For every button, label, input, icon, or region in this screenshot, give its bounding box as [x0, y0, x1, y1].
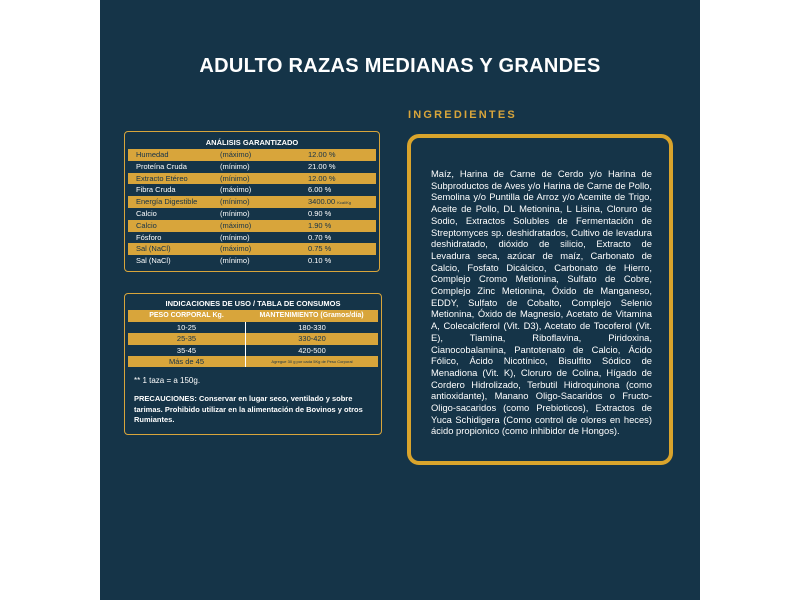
nutrient-name: Extracto Etéreo — [136, 173, 188, 183]
analysis-row — [128, 173, 376, 185]
consumption-table-header — [128, 310, 378, 322]
nutrient-value-cell — [308, 196, 376, 208]
consumption-table — [128, 322, 378, 367]
nutrient-name: Humedad — [136, 150, 169, 159]
nutrient-name: Calcio — [136, 220, 157, 230]
nutrient-value-cell — [308, 232, 376, 244]
nutrient-qualifier: (mínimo) — [220, 208, 250, 218]
nutrient-name: Sal (NaCl) — [136, 244, 171, 254]
nutrient-name: Fósforo — [136, 232, 162, 242]
usage-box — [124, 293, 382, 435]
nutrient-qualifier: (máximo) — [220, 220, 252, 230]
nutrient-qualifier: (mínimo) — [220, 232, 250, 242]
cup-note: ** 1 taza = a 150g. — [134, 376, 201, 386]
nutrient-value-cell — [308, 208, 376, 220]
nutrient-name: Sal (NaCl) — [136, 256, 171, 266]
nutrient-value: 1.90 % — [308, 220, 332, 230]
nutrient-name: Calcio — [136, 208, 157, 218]
nutrient-value: 0.70 % — [308, 232, 332, 242]
daily-amount: 330-420 — [245, 333, 378, 344]
nutrient-qualifier: (máximo) — [220, 150, 252, 159]
daily-amount: Agregue 30 g por cada 5Kg de Peso Corporal — [245, 356, 378, 367]
analysis-row — [128, 255, 376, 267]
daily-amount: 420-500 — [245, 345, 378, 356]
nutrient-value: 12.00 % — [308, 173, 336, 183]
nutrient-value: 12.00 % — [308, 150, 336, 159]
nutrient-qualifier: (mínimo) — [220, 161, 250, 171]
nutrient-value-cell — [308, 255, 376, 267]
nutrient-unit: Kcal/Kg — [337, 200, 351, 206]
product-label-panel — [100, 0, 700, 600]
body-weight: 35-45 — [176, 345, 197, 355]
analysis-row — [128, 208, 376, 220]
nutrient-name: Fibra Cruda — [136, 185, 176, 195]
precautions-text: PRECAUCIONES: Conservar en lugar seco, ventilado y sobre tarimas. Prohibido utilizar en la alimentación de Bovinos y otros Rumiantes. — [134, 394, 363, 425]
analysis-row — [128, 149, 376, 161]
ingredients-box — [407, 134, 673, 465]
ingredients-heading: INGREDIENTES — [408, 109, 517, 121]
guaranteed-analysis-table — [128, 149, 376, 267]
nutrient-name: Proteína Cruda — [136, 161, 187, 171]
nutrient-value-cell — [308, 161, 376, 173]
nutrient-value-cell — [308, 149, 376, 161]
nutrient-name: Energía Digestible — [136, 197, 198, 207]
daily-amount: 180-330 — [245, 322, 378, 333]
nutrient-value-cell — [308, 184, 376, 196]
ingredients-text: Maíz, Harina de Carne de Cerdo y/o Harina de Subproductos de Aves y/o Harina de Carne de Pollo, Semolina y/o Puntilla de Arroz y/o Acemite de Trigo, Aceite de Pollo, DL Metionina, L Lisina, Cloruro de Sodio, Extractos Solubles de Fermentación de Streptomyces sp. deshidratados, Cultivo de levadura deshidratado, dióxido de silicio, Extracto de Levadura seca, azúcar de maíz, Carbonato de Calcio, Fosfato Dicálcico, Carbonato de Hierro, Complejo Cromo Metionina, Sulfato de Cobre, Complejo Zinc Metionina, Óxido de Manganeso, EDDY, Sulfato de Cobalto, Complejo Selenio Metionina, Óxido de Magnesio, Acetato de Vitamina A, Colecalciferol (Vit. D3), Acetato de Tocoferol (Vit. E), Tiamina, Riboflavina, Piridoxina, Cianocobalamina, Pantotenato de Calcio, Ácido Fólico, Ácido Nicotínico, Bisulfito Sódico de Menadiona (Vit. K), Cloruro de Colina, Hígado de Cordero Hidrolizado, Terbutil Hidroquinona (como antioxidante), Manano Oligo-Sacaridos o Fructo-Oligo-sacaridos (como Prebioticos), Extractos de Yuca Schidigera (Como control de olores en heces) ácido propionico (como inhibidor de Hongos). — [431, 168, 652, 437]
maintenance-column-header: MANTENIMIENTO (Gramos/día) — [259, 312, 364, 319]
guaranteed-analysis-heading: ANÁLISIS GARANTIZADO — [205, 138, 299, 147]
analysis-row — [128, 161, 376, 173]
analysis-row — [128, 196, 376, 208]
consumption-row — [128, 345, 378, 356]
weight-column-header: PESO CORPORAL Kg. — [149, 312, 224, 319]
nutrient-qualifier: (máximo) — [220, 244, 252, 254]
product-title: ADULTO RAZAS MEDIANAS Y GRANDES — [199, 55, 601, 77]
nutrient-qualifier: (mínimo) — [220, 173, 250, 183]
analysis-row — [128, 232, 376, 244]
analysis-row — [128, 184, 376, 196]
nutrient-value: 0.10 % — [308, 256, 332, 266]
nutrient-qualifier: (mínimo) — [220, 256, 250, 266]
consumption-row — [128, 333, 378, 344]
body-weight: 10-25 — [176, 323, 197, 332]
nutrient-value: 0.90 % — [308, 208, 332, 218]
nutrient-value-cell — [308, 220, 376, 232]
nutrient-qualifier: (máximo) — [220, 185, 252, 195]
nutrient-value-cell — [308, 243, 376, 255]
consumption-row — [128, 322, 378, 333]
nutrient-value: 0.75 % — [308, 244, 332, 254]
body-weight: Más de 45 — [168, 356, 205, 366]
nutrient-value: 6.00 % — [308, 185, 332, 195]
nutrient-value-cell — [308, 173, 376, 185]
nutrient-value: 21.00 % — [308, 161, 336, 171]
body-weight: 25-35 — [176, 334, 197, 344]
analysis-row — [128, 220, 376, 232]
consumption-row — [128, 356, 378, 367]
nutrient-qualifier: (mínimo) — [220, 197, 250, 207]
usage-heading: INDICACIONES DE USO / TABLA DE CONSUMOS — [165, 299, 341, 308]
analysis-row — [128, 243, 376, 255]
nutrient-value: 3400.00 — [308, 197, 338, 207]
guaranteed-analysis-box — [124, 131, 380, 272]
